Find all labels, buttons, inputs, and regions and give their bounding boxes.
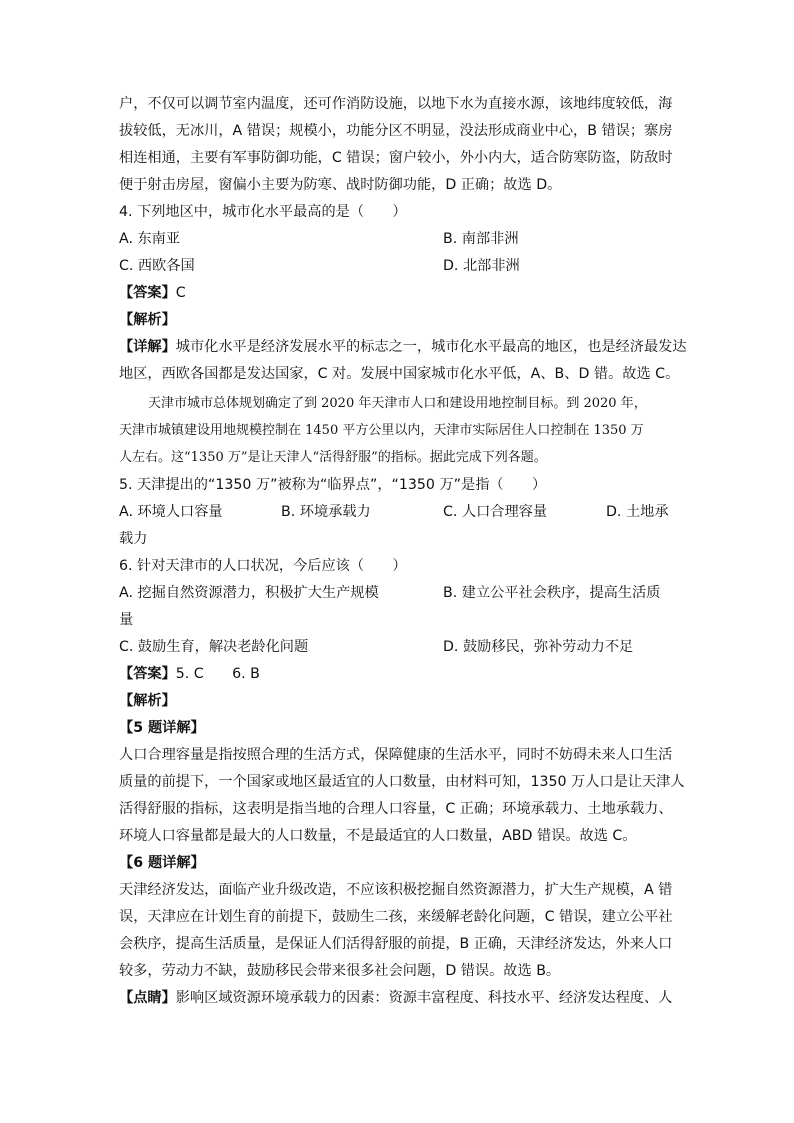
tips-tag: 【点睛】: [119, 990, 176, 1006]
question-6-stem: 6. 针对天津市的人口状况，今后应该（ ）: [119, 558, 407, 574]
passage-line: 天津市城市总体规划确定了到 2020 年天津市人口和建设用地控制目标。到 2020 年，: [148, 396, 647, 411]
detail-6-tag: [119, 853, 679, 873]
question-4-stem: 4. 下列地区中，城市化水平最高的是（ ）: [119, 204, 407, 220]
detail-tag: 【5 题详解】: [119, 720, 205, 736]
q6-option-b-continued: 量: [119, 612, 134, 628]
q6-option-a: A. 挖掘自然资源潜力，积极扩大生产规模: [119, 585, 379, 601]
q4-answer: [119, 283, 679, 303]
q4-option-a: A. 东南亚: [119, 231, 181, 247]
q4-option-c: C. 西欧各国: [119, 258, 195, 274]
detail-5-line: 环境人口容量都是最大的人口数量，不是最适宜的人口数量，ABD 错误。故选 C。: [119, 828, 637, 844]
detail-5-tag: [119, 718, 679, 738]
analysis-tag: 【解析】: [119, 693, 176, 709]
passage-line: 天津市城镇建设用地规模控制在 1450 平方公里以内，天津市实际居住人口控制在 1350 万: [119, 423, 644, 438]
q5-option-a: A. 环境人口容量: [119, 504, 223, 520]
detail-6-line: 会秩序，提高生活质量，是保证人们活得舒服的前提，B 正确，天津经济发达，外来人口: [119, 936, 673, 952]
q4-option-b: B. 南部非洲: [443, 231, 519, 247]
text-line: 户，不仅可以调节室内温度，还可作消防设施，以地下水为直接水源，该地纬度较低，海: [119, 96, 673, 112]
text-line: 拔较低，无冰川，A 错误；规模小，功能分区不明显，没法形成商业中心，B 错误；寨房: [119, 123, 673, 139]
answer-value: C: [175, 285, 186, 301]
detail-6-line: 误，天津应在计划生育的前提下，鼓励生二孩，来缓解老龄化问题，C 错误，建立公平社: [119, 909, 673, 925]
text-line: 相连相通，主要有军事防御功能，C 错误；窗户较小，外小内大，适合防寒防盗，防敌时: [119, 150, 673, 166]
q6-option-b: B. 建立公平社会秩序，提高生活质: [443, 585, 661, 601]
answers-5-6: [119, 664, 679, 684]
q6-option-d: D. 鼓励移民，弥补劳动力不足: [443, 639, 634, 655]
detail-5-line: 质量的前提下，一个国家或地区最适宜的人口数量，由材料可知，1350 万人口是让天津人: [119, 774, 685, 790]
question-5-stem: 5. 天津提出的“1350 万”被称为“临界点”，“1350 万”是指（ ）: [119, 477, 547, 493]
q5-option-d: D. 土地承: [606, 504, 669, 520]
text-line: 便于射击房屋，窗偏小主要为防寒、战时防御功能，D 正确；故选 D。: [119, 177, 562, 193]
detail-tag: 【6 题详解】: [119, 855, 205, 871]
passage-line: 人左右。这“1350 万”是让天津人“活得舒服”的指标。据此完成下列各题。: [119, 450, 547, 465]
detail-6-line: 天津经济发达，面临产业升级改造，不应该积极挖掘自然资源潜力，扩大生产规模，A 错: [119, 882, 673, 898]
detail-5-line: 人口合理容量是指按照合理的生活方式，保障健康的生活水平，同时不妨碍未来人口生活: [119, 747, 673, 763]
q5-option-b: B. 环境承载力: [281, 504, 371, 520]
q4-detail-line: [119, 337, 687, 357]
q4-option-d: D. 北部非洲: [443, 258, 520, 274]
tips-line: [119, 988, 679, 1008]
detail-text: 城市化水平是经济发展水平的标志之一，城市化水平最高的地区，也是经济最发达: [175, 339, 687, 355]
tips-text: 影响区域资源环境承载力的因素：资源丰富程度、科技水平、经济发达程度、人: [175, 990, 673, 1006]
q5-option-c: C. 人口合理容量: [443, 504, 548, 520]
q6-option-c: C. 鼓励生育，解决老龄化问题: [119, 639, 309, 655]
detail-6-line: 较多，劳动力不缺，鼓励移民会带来很多社会问题，D 错误。故选 B。: [119, 963, 561, 979]
analysis-tag-5-6: [119, 691, 679, 711]
detail-5-line: 活得舒服的指标，这表明是指当地的合理人口容量，C 正确；环境承载力、土地承载力、: [119, 801, 673, 817]
answer-tag: 【答案】: [119, 285, 176, 301]
analysis-tag: 【解析】: [119, 312, 176, 328]
q4-detail-line: 地区，西欧各国都是发达国家，C 对。发展中国家城市化水平低，A、B、D 错。故选 C。: [119, 366, 680, 382]
q5-option-d-continued: 载力: [119, 531, 148, 547]
answer-value: 5. C 6. B: [175, 666, 260, 682]
detail-tag: 【详解】: [119, 339, 176, 355]
q4-analysis-tag: [119, 310, 679, 330]
answer-tag: 【答案】: [119, 666, 176, 682]
